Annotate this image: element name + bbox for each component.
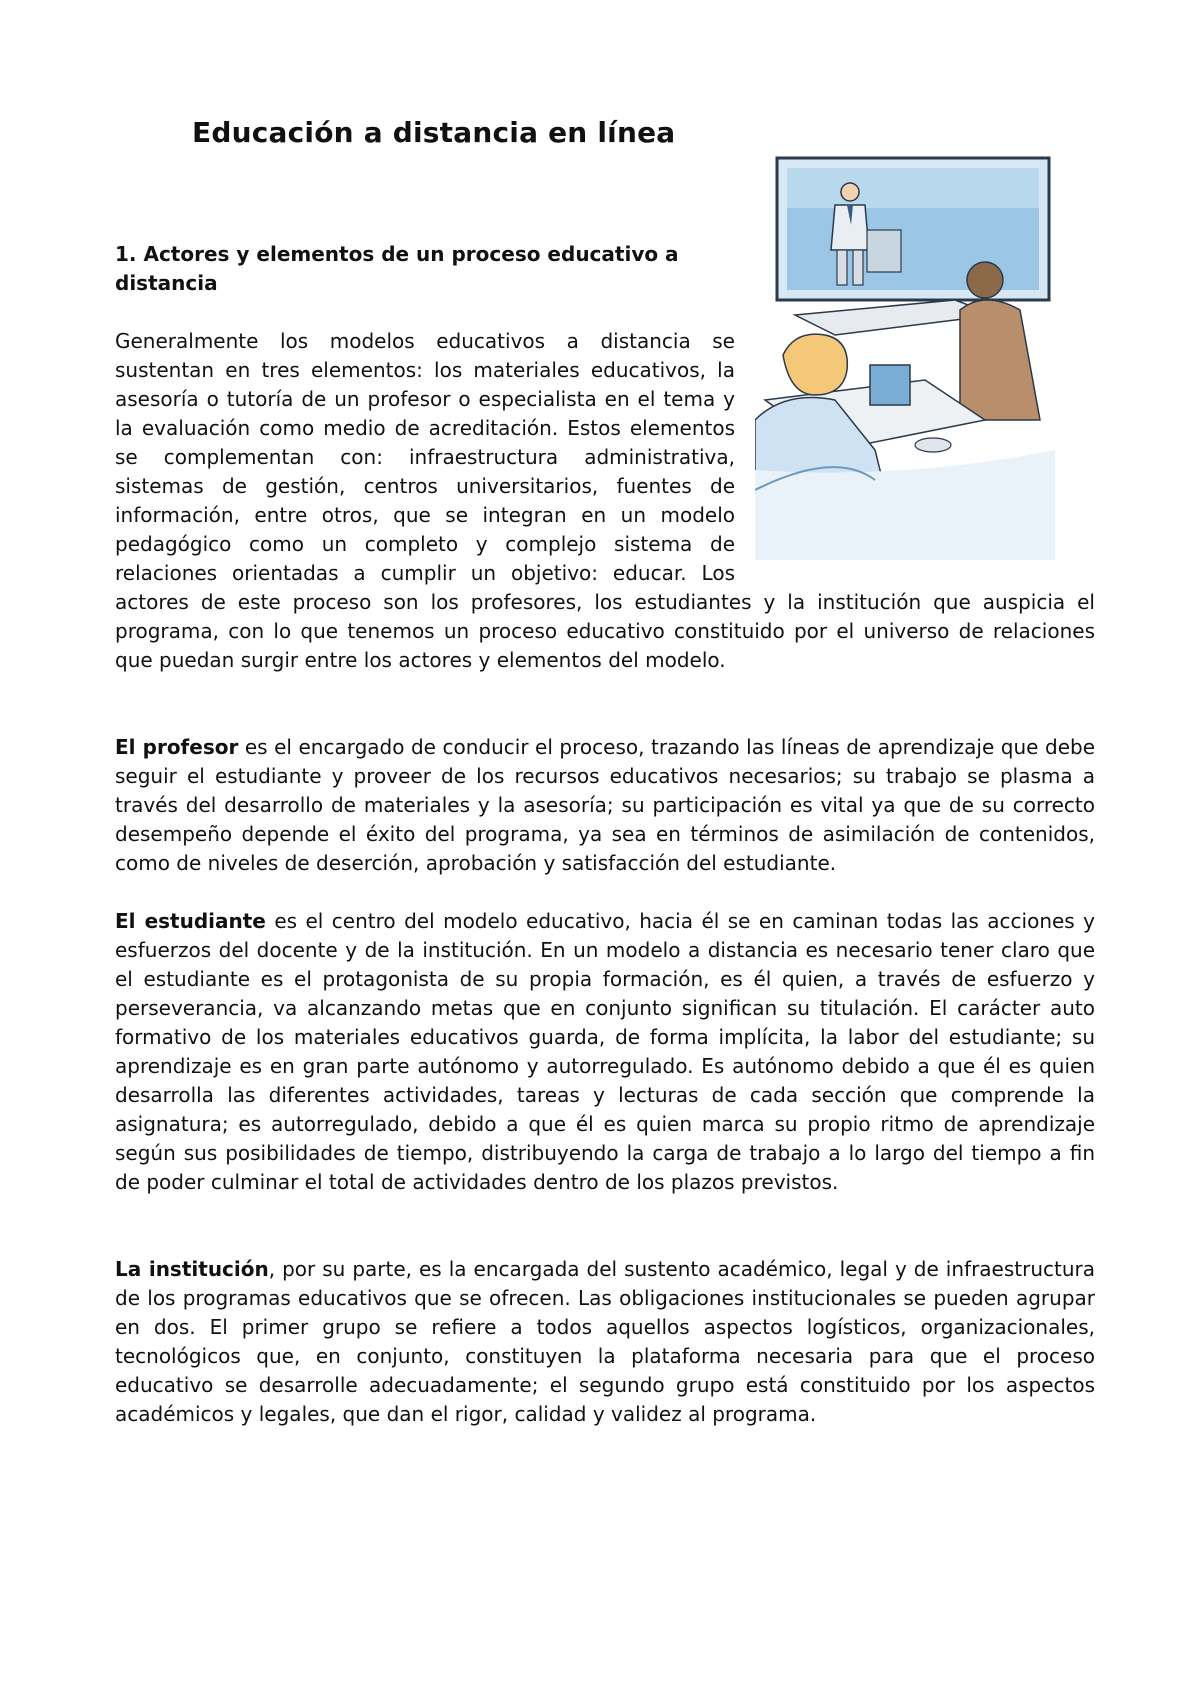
section-heading: 1. Actores y elementos de un proceso educativo a distancia: [115, 242, 679, 295]
document-body: [115, 240, 1095, 1429]
estudiante-paragraph: [115, 907, 1095, 1197]
illustration-wrap-area: [745, 240, 1095, 565]
estudiante-text: es el centro del modelo educativo, hacia él se en caminan todas las acciones y esfuerzos del docente y de la institución. En un modelo a distancia es necesario tener claro que el estudiante es el protagonista de su propia formación, es él quien, a través de esfuerzo y perseverancia, va alcanzando metas que en conjunto significan su titulación. El carácter auto formativo de los materiales educativos guarda, de forma implícita, la labor del estudiante; su aprendizaje es en gran parte autónomo y autorregulado. Es autónomo debido a que él es quien desarrolla las diferentes actividades, tareas y lecturas de cada sección que comprende la asignatura; es autorregulado, debido a que él es quien marca su propio ritmo de aprendizaje según sus posibilidades de tiempo, distribuyendo la carga de trabajo a lo largo del tiempo a fin de poder culminar el total de actividades dentro de los plazos previstos.: [115, 909, 1095, 1194]
intro-paragraph: Generalmente los modelos educativos a distancia se sustentan en tres elementos: los materiales educativos, la asesoría o tutoría de un profesor o especialista en el tema y la evaluación como medio de acreditación. Estos elementos se complementan con: infraestructura administrativa, sistemas de gestión, centros universitarios, fuentes de información, entre otros, que se integran en un modelo pedagógico como un completo y complejo sistema de relaciones orientadas a cumplir un objetivo: educar. Los actores de este proceso son los profesores, los estudiantes y la institución que auspicia el programa, con lo que tenemos un proceso educativo constituido por el universo de relaciones que puedan surgir entre los actores y elementos del modelo.: [115, 329, 1095, 672]
institucion-text: , por su parte, es la encargada del sustento académico, legal y de infraestructura de los programas educativos que se ofrecen. Las obligaciones institucionales se pueden agrupar en dos. El primer grupo se refiere a todos aquellos aspectos logísticos, organizacionales, tecnológicos que, en conjunto, constituyen la plataforma necesaria para que el proceso educativo se desarrolle adecuadamente; el segundo grupo está constituido por los aspectos académicos y legales, que dan el rigor, calidad y validez al programa.: [115, 1257, 1096, 1426]
estudiante-term: El estudiante: [115, 909, 266, 933]
profesor-paragraph: [115, 733, 1095, 878]
institucion-paragraph: [115, 1255, 1095, 1429]
document-title: Educación a distancia en línea: [192, 116, 676, 149]
institucion-term: La institución: [115, 1257, 269, 1281]
profesor-term: El profesor: [115, 735, 239, 759]
profesor-text: es el encargado de conducir el proceso, trazando las líneas de aprendizaje que debe seguir el estudiante y proveer de los recursos educativos necesarios; su trabajo se plasma a través del desarrollo de materiales y la asesoría; su participación es vital ya que de su correcto desempeño depende el éxito del programa, ya sea en términos de asimilación de contenidos, como de niveles de deserción, aprobación y satisfacción del estudiante.: [115, 735, 1095, 875]
